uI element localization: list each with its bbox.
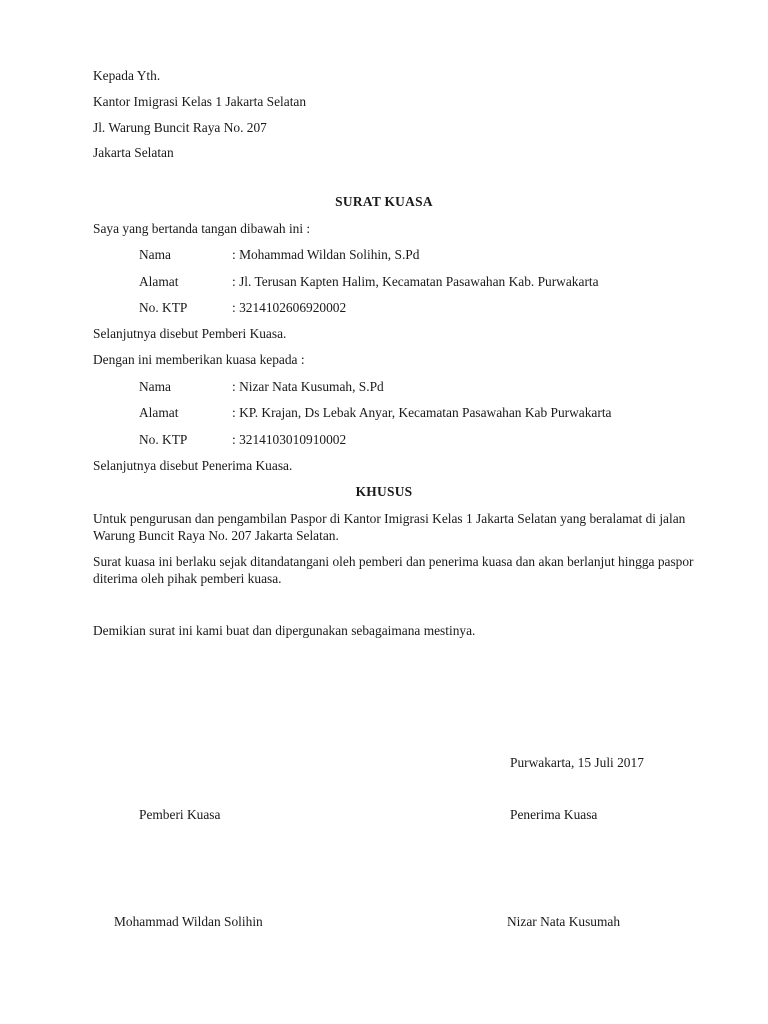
grantor-address-label: Alamat [139,274,179,289]
special-heading: KHUSUS [355,484,413,499]
recipient-city: Jakarta Selatan [93,145,174,160]
grantor-ktp-value: : 3214102606920002 [232,300,347,315]
recipient-salutation: Kepada Yth. [93,68,161,83]
grantee-signature-name: Nizar Nata Kusumah [507,914,621,929]
intro-text: Saya yang bertanda tangan dibawah ini : [93,221,311,236]
grantor-ktp-label: No. KTP [139,300,188,315]
closing-statement: Demikian surat ini kami buat dan dipergunakan sebagaimana mestinya. [93,623,476,638]
recipient-street: Jl. Warung Buncit Raya No. 207 [93,120,267,135]
document-title: SURAT KUASA [335,194,433,209]
grantee-designation: Selanjutnya disebut Penerima Kuasa. [93,458,293,473]
grantor-signature-name: Mohammad Wildan Solihin [114,914,263,929]
place-date: Purwakarta, 15 Juli 2017 [510,755,644,770]
grantee-address-value: : KP. Krajan, Ds Lebak Anyar, Kecamatan Pasawahan Kab Purwakarta [232,405,612,420]
grantor-name-value: : Mohammad Wildan Solihin, S.Pd [232,247,420,262]
validity-paragraph: Surat kuasa ini berlaku sejak ditandatangani oleh pemberi dan penerima kuasa dan akan berlanjut hingga paspor diterima oleh pihak pemberi kuasa. [93,554,694,586]
grantor-designation: Selanjutnya disebut Pemberi Kuasa. [93,326,287,341]
grantor-name-label: Nama [139,247,171,262]
grantee-address-label: Alamat [139,405,179,420]
grantor-address-value: : Jl. Terusan Kapten Halim, Kecamatan Pasawahan Kab. Purwakarta [232,274,599,289]
purpose-paragraph: Untuk pengurusan dan pengambilan Paspor di Kantor Imigrasi Kelas 1 Jakarta Selatan yang beralamat di jalan Warung Buncit Raya No. 207 Jakarta Selatan. [93,511,686,543]
recipient-office: Kantor Imigrasi Kelas 1 Jakarta Selatan [93,94,307,109]
grant-intro-text: Dengan ini memberikan kuasa kepada : [93,352,305,367]
grantee-name-value: : Nizar Nata Kusumah, S.Pd [232,379,384,394]
grantee-name-label: Nama [139,379,171,394]
grantee-role: Penerima Kuasa [510,807,598,822]
grantee-ktp-label: No. KTP [139,432,188,447]
grantor-role: Pemberi Kuasa [139,807,221,822]
grantee-ktp-value: : 3214103010910002 [232,432,347,447]
